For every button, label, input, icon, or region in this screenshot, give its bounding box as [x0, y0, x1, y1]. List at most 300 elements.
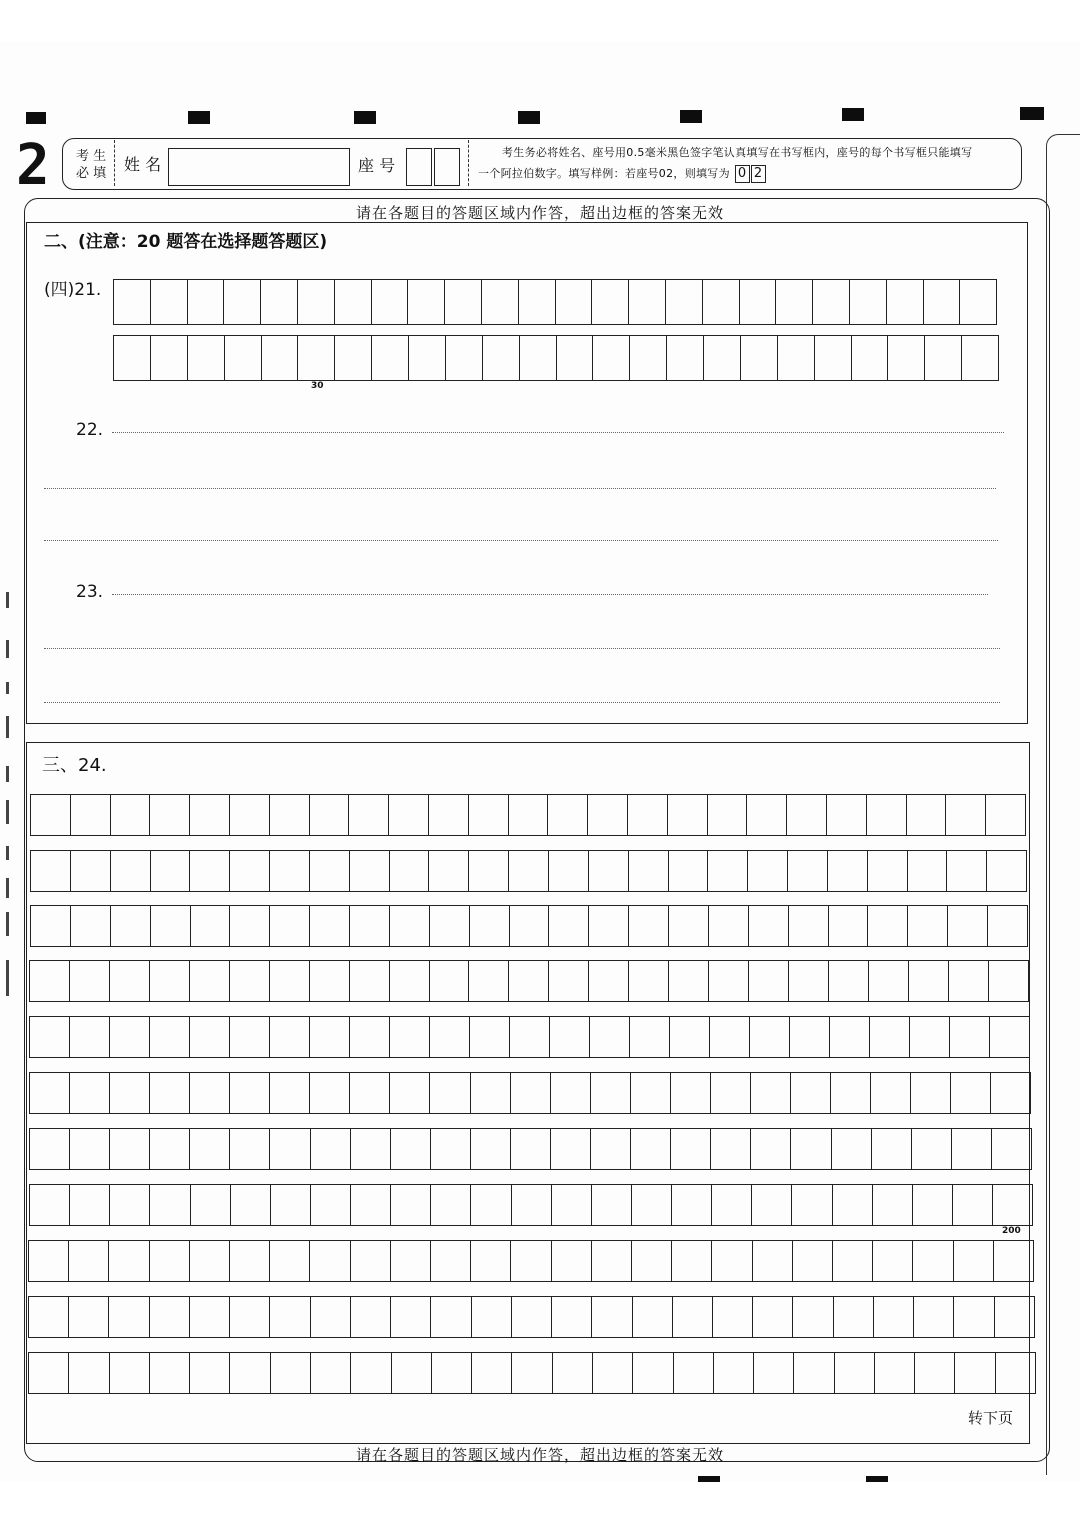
grid-cell[interactable]	[551, 1073, 591, 1113]
essay-grid-row[interactable]	[29, 1184, 1033, 1226]
grid-cell[interactable]	[875, 1353, 915, 1393]
grid-cell[interactable]	[592, 280, 629, 324]
grid-cell[interactable]	[713, 1297, 753, 1337]
grid-cell[interactable]	[519, 280, 556, 324]
grid-cell[interactable]	[150, 961, 190, 1001]
grid-cell[interactable]	[907, 795, 947, 835]
grid-cell[interactable]	[793, 1297, 833, 1337]
grid-cell[interactable]	[832, 1129, 872, 1169]
grid-cell[interactable]	[910, 1017, 950, 1057]
grid-cell[interactable]	[552, 1241, 592, 1281]
grid-cell[interactable]	[270, 851, 310, 891]
grid-cell[interactable]	[947, 851, 987, 891]
grid-cell[interactable]	[350, 1073, 390, 1113]
grid-cell[interactable]	[471, 1185, 511, 1225]
grid-cell[interactable]	[389, 795, 429, 835]
grid-cell[interactable]	[714, 1353, 754, 1393]
grid-cell[interactable]	[952, 1129, 992, 1169]
grid-cell[interactable]	[520, 336, 557, 380]
grid-cell[interactable]	[270, 1073, 310, 1113]
grid-cell[interactable]	[114, 336, 151, 380]
answer-line[interactable]	[112, 594, 988, 595]
grid-cell[interactable]	[261, 280, 298, 324]
grid-cell[interactable]	[908, 906, 948, 946]
grid-cell[interactable]	[111, 795, 151, 835]
grid-cell[interactable]	[954, 1297, 994, 1337]
grid-cell[interactable]	[949, 961, 989, 1001]
grid-cell[interactable]	[310, 1241, 350, 1281]
grid-cell[interactable]	[70, 1017, 110, 1057]
grid-cell[interactable]	[835, 1353, 875, 1393]
answer-line[interactable]	[44, 488, 996, 489]
grid-cell[interactable]	[925, 336, 962, 380]
grid-cell[interactable]	[747, 795, 787, 835]
grid-cell[interactable]	[789, 961, 829, 1001]
grid-cell[interactable]	[311, 1353, 351, 1393]
grid-cell[interactable]	[873, 1241, 913, 1281]
grid-cell[interactable]	[230, 1353, 270, 1393]
grid-cell[interactable]	[868, 851, 908, 891]
grid-cell[interactable]	[912, 1129, 952, 1169]
grid-cell[interactable]	[230, 1241, 270, 1281]
answer-line[interactable]	[44, 648, 1000, 649]
grid-cell[interactable]	[833, 1241, 873, 1281]
grid-cell[interactable]	[349, 795, 389, 835]
grid-cell[interactable]	[668, 795, 708, 835]
grid-cell[interactable]	[31, 851, 71, 891]
grid-cell[interactable]	[951, 1073, 991, 1113]
grid-cell[interactable]	[850, 280, 887, 324]
grid-cell[interactable]	[791, 1129, 831, 1169]
grid-cell[interactable]	[813, 280, 850, 324]
grid-cell[interactable]	[110, 1129, 150, 1169]
essay-grid-row[interactable]	[28, 1296, 1035, 1338]
grid-cell[interactable]	[224, 280, 261, 324]
grid-cell[interactable]	[469, 961, 509, 1001]
grid-cell[interactable]	[888, 336, 925, 380]
grid-cell[interactable]	[704, 336, 741, 380]
grid-cell[interactable]	[988, 906, 1027, 946]
grid-cell[interactable]	[430, 1073, 470, 1113]
grid-cell[interactable]	[790, 1017, 830, 1057]
grid-cell[interactable]	[150, 1353, 190, 1393]
grid-cell[interactable]	[987, 851, 1026, 891]
grid-cell[interactable]	[871, 1073, 911, 1113]
grid-cell[interactable]	[472, 1353, 512, 1393]
grid-cell[interactable]	[873, 1185, 913, 1225]
grid-cell[interactable]	[748, 851, 788, 891]
essay-grid-row[interactable]	[30, 905, 1028, 947]
answer-line[interactable]	[44, 540, 998, 541]
grid-cell[interactable]	[230, 795, 270, 835]
grid-cell[interactable]	[445, 280, 482, 324]
answer-line[interactable]	[44, 702, 1000, 703]
grid-cell[interactable]	[109, 1241, 149, 1281]
grid-cell[interactable]	[593, 1353, 633, 1393]
grid-cell[interactable]	[993, 1185, 1032, 1225]
grid-cell[interactable]	[552, 1185, 592, 1225]
grid-cell[interactable]	[390, 1073, 430, 1113]
grid-cell[interactable]	[270, 795, 310, 835]
grid-cell[interactable]	[409, 336, 446, 380]
grid-cell[interactable]	[391, 1241, 431, 1281]
grid-cell[interactable]	[429, 795, 469, 835]
grid-cell[interactable]	[589, 961, 629, 1001]
grid-cell[interactable]	[751, 1073, 791, 1113]
grid-cell[interactable]	[150, 1017, 190, 1057]
grid-cell[interactable]	[31, 795, 71, 835]
grid-cell[interactable]	[114, 280, 151, 324]
grid-cell[interactable]	[230, 961, 270, 1001]
grid-cell[interactable]	[946, 795, 986, 835]
grid-cell[interactable]	[150, 1185, 190, 1225]
grid-cell[interactable]	[703, 280, 740, 324]
grid-cell[interactable]	[270, 1017, 310, 1057]
grid-cell[interactable]	[271, 1353, 311, 1393]
grid-cell[interactable]	[590, 1017, 630, 1057]
grid-cell[interactable]	[71, 795, 111, 835]
grid-cell[interactable]	[432, 1353, 472, 1393]
grid-cell[interactable]	[674, 1353, 714, 1393]
grid-cell[interactable]	[190, 1353, 230, 1393]
grid-cell[interactable]	[509, 961, 549, 1001]
grid-cell[interactable]	[669, 851, 709, 891]
grid-cell[interactable]	[190, 1017, 230, 1057]
grid-cell[interactable]	[30, 1129, 70, 1169]
grid-cell[interactable]	[390, 851, 430, 891]
grid-cell[interactable]	[831, 1073, 871, 1113]
grid-cell[interactable]	[150, 1241, 190, 1281]
grid-cell[interactable]	[470, 906, 510, 946]
grid-cell[interactable]	[672, 1185, 712, 1225]
grid-cell[interactable]	[190, 795, 230, 835]
grid-cell[interactable]	[548, 795, 588, 835]
grid-cell[interactable]	[391, 1297, 431, 1337]
grid-cell[interactable]	[408, 280, 445, 324]
seat-digit-field-1[interactable]	[406, 148, 432, 186]
grid-cell[interactable]	[908, 851, 948, 891]
grid-cell[interactable]	[225, 336, 262, 380]
grid-cell[interactable]	[150, 1129, 190, 1169]
grid-cell[interactable]	[629, 906, 669, 946]
grid-cell[interactable]	[550, 1017, 590, 1057]
grid-cell[interactable]	[30, 1017, 70, 1057]
grid-cell[interactable]	[310, 851, 350, 891]
grid-cell[interactable]	[188, 336, 225, 380]
grid-cell[interactable]	[472, 1297, 512, 1337]
grid-cell[interactable]	[390, 961, 430, 1001]
grid-cell[interactable]	[71, 851, 111, 891]
grid-cell[interactable]	[948, 906, 988, 946]
grid-cell[interactable]	[392, 1353, 432, 1393]
grid-cell[interactable]	[310, 961, 350, 1001]
grid-cell[interactable]	[510, 1017, 550, 1057]
grid-cell[interactable]	[793, 1241, 833, 1281]
grid-cell[interactable]	[230, 1129, 270, 1169]
grid-cell[interactable]	[633, 1353, 673, 1393]
grid-cell[interactable]	[511, 1129, 551, 1169]
grid-cell[interactable]	[749, 906, 789, 946]
grid-cell[interactable]	[629, 851, 669, 891]
grid-cell[interactable]	[230, 851, 270, 891]
grid-cell[interactable]	[430, 1017, 470, 1057]
seat-digit-field-2[interactable]	[434, 148, 460, 186]
essay-grid-row[interactable]	[28, 1352, 1036, 1394]
grid-cell[interactable]	[749, 961, 789, 1001]
grid-cell[interactable]	[750, 1017, 790, 1057]
grid-cell[interactable]	[30, 1185, 70, 1225]
grid-cell[interactable]	[829, 961, 869, 1001]
grid-cell[interactable]	[788, 851, 828, 891]
grid-cell[interactable]	[962, 336, 998, 380]
grid-cell[interactable]	[230, 1297, 270, 1337]
grid-cell[interactable]	[914, 1297, 954, 1337]
grid-cell[interactable]	[549, 961, 589, 1001]
grid-cell[interactable]	[960, 280, 996, 324]
grid-cell[interactable]	[191, 1185, 231, 1225]
grid-cell[interactable]	[752, 1185, 792, 1225]
grid-cell[interactable]	[628, 795, 668, 835]
grid-cell[interactable]	[470, 1017, 510, 1057]
grid-cell[interactable]	[431, 1297, 471, 1337]
essay-grid-row[interactable]	[29, 960, 1029, 1002]
essay-grid-row[interactable]	[30, 794, 1026, 836]
grid-cell[interactable]	[150, 1297, 190, 1337]
grid-cell[interactable]	[753, 1297, 793, 1337]
grid-cell[interactable]	[351, 1185, 391, 1225]
grid-cell[interactable]	[188, 280, 225, 324]
grid-cell[interactable]	[994, 1241, 1033, 1281]
grid-cell[interactable]	[471, 1241, 511, 1281]
grid-cell[interactable]	[191, 906, 231, 946]
grid-cell[interactable]	[151, 280, 188, 324]
grid-cell[interactable]	[482, 280, 519, 324]
grid-cell[interactable]	[29, 1353, 69, 1393]
grid-cell[interactable]	[589, 906, 629, 946]
grid-cell[interactable]	[110, 1073, 150, 1113]
grid-cell[interactable]	[991, 1073, 1030, 1113]
grid-cell[interactable]	[588, 795, 628, 835]
grid-cell[interactable]	[335, 336, 372, 380]
grid-cell[interactable]	[852, 336, 889, 380]
grid-cell[interactable]	[549, 851, 589, 891]
grid-cell[interactable]	[351, 1241, 391, 1281]
grid-cell[interactable]	[429, 851, 469, 891]
grid-cell[interactable]	[372, 280, 409, 324]
essay-grid-row[interactable]	[28, 1240, 1034, 1282]
grid-cell[interactable]	[591, 1129, 631, 1169]
grid-cell[interactable]	[630, 336, 667, 380]
grid-cell[interactable]	[953, 1185, 993, 1225]
grid-cell[interactable]	[778, 336, 815, 380]
grid-cell[interactable]	[270, 1129, 310, 1169]
grid-cell[interactable]	[70, 961, 110, 1001]
grid-cell[interactable]	[868, 906, 908, 946]
grid-cell[interactable]	[673, 1297, 713, 1337]
grid-cell[interactable]	[391, 1129, 431, 1169]
grid-cell[interactable]	[150, 1073, 190, 1113]
grid-cell[interactable]	[827, 795, 867, 835]
grid-cell[interactable]	[510, 906, 550, 946]
grid-cell[interactable]	[512, 1353, 552, 1393]
grid-cell[interactable]	[190, 1297, 230, 1337]
grid-cell[interactable]	[512, 1297, 552, 1337]
grid-cell[interactable]	[311, 1185, 351, 1225]
grid-cell[interactable]	[776, 280, 813, 324]
grid-cell[interactable]	[874, 1297, 914, 1337]
grid-cell[interactable]	[390, 906, 430, 946]
grid-cell[interactable]	[71, 906, 111, 946]
grid-cell[interactable]	[989, 961, 1028, 1001]
grid-cell[interactable]	[483, 336, 520, 380]
grid-cell[interactable]	[671, 1073, 711, 1113]
grid-cell[interactable]	[711, 1073, 751, 1113]
grid-cell[interactable]	[310, 906, 350, 946]
grid-cell[interactable]	[753, 1241, 793, 1281]
grid-cell[interactable]	[671, 1129, 711, 1169]
answer-line[interactable]	[112, 432, 1004, 433]
grid-cell[interactable]	[509, 851, 549, 891]
grid-cell[interactable]	[30, 1073, 70, 1113]
grid-cell[interactable]	[431, 1241, 471, 1281]
grid-cell[interactable]	[557, 336, 594, 380]
grid-cell[interactable]	[29, 1241, 69, 1281]
grid-cell[interactable]	[110, 1353, 150, 1393]
essay-grid-row[interactable]	[29, 1072, 1031, 1114]
grid-cell[interactable]	[794, 1353, 834, 1393]
grid-cell[interactable]	[351, 1297, 391, 1337]
grid-cell[interactable]	[469, 851, 509, 891]
grid-cell[interactable]	[629, 961, 669, 1001]
grid-cell[interactable]	[667, 336, 704, 380]
grid-cell[interactable]	[869, 961, 909, 1001]
grid-cell[interactable]	[669, 906, 709, 946]
grid-cell[interactable]	[986, 795, 1025, 835]
grid-cell[interactable]	[867, 795, 907, 835]
grid-cell[interactable]	[828, 851, 868, 891]
grid-cell[interactable]	[549, 906, 589, 946]
grid-cell[interactable]	[995, 1297, 1034, 1337]
grid-cell[interactable]	[887, 280, 924, 324]
grid-cell[interactable]	[151, 906, 191, 946]
grid-cell[interactable]	[350, 851, 390, 891]
grid-cell[interactable]	[298, 280, 335, 324]
grid-cell[interactable]	[833, 1185, 873, 1225]
grid-cell[interactable]	[335, 280, 372, 324]
grid-cell[interactable]	[109, 1297, 149, 1337]
grid-cell[interactable]	[469, 795, 509, 835]
grid-cell[interactable]	[270, 961, 310, 1001]
grid-cell[interactable]	[556, 280, 593, 324]
grid-cell[interactable]	[551, 1129, 591, 1169]
grid-cell[interactable]	[592, 1241, 632, 1281]
grid-cell[interactable]	[512, 1185, 552, 1225]
grid-cell[interactable]	[633, 1297, 673, 1337]
grid-cell[interactable]	[311, 1129, 351, 1169]
grid-cell[interactable]	[31, 906, 71, 946]
grid-cell[interactable]	[190, 961, 230, 1001]
grid-cell[interactable]	[509, 795, 549, 835]
grid-cell[interactable]	[70, 1185, 110, 1225]
grid-cell[interactable]	[471, 1129, 511, 1169]
grid-cell[interactable]	[552, 1297, 592, 1337]
grid-cell[interactable]	[666, 280, 703, 324]
grid-cell[interactable]	[231, 1185, 271, 1225]
grid-cell[interactable]	[310, 1073, 350, 1113]
grid-cell[interactable]	[69, 1297, 109, 1337]
grid-cell[interactable]	[110, 961, 150, 1001]
grid-cell[interactable]	[150, 795, 190, 835]
grid-cell[interactable]	[834, 1297, 874, 1337]
grid-cell[interactable]	[372, 336, 409, 380]
grid-cell[interactable]	[430, 906, 470, 946]
grid-cell[interactable]	[230, 1073, 270, 1113]
grid-cell[interactable]	[350, 1017, 390, 1057]
grid-cell[interactable]	[151, 851, 191, 891]
grid-cell[interactable]	[815, 336, 852, 380]
grid-cell[interactable]	[591, 1073, 631, 1113]
grid-cell[interactable]	[872, 1129, 912, 1169]
grid-cell[interactable]	[913, 1241, 953, 1281]
grid-cell[interactable]	[709, 906, 749, 946]
grid-cell[interactable]	[446, 336, 483, 380]
grid-cell[interactable]	[310, 795, 350, 835]
question-21-grid-row[interactable]	[113, 335, 999, 381]
grid-cell[interactable]	[791, 1073, 831, 1113]
grid-cell[interactable]	[954, 1241, 994, 1281]
grid-cell[interactable]	[431, 1129, 471, 1169]
grid-cell[interactable]	[754, 1353, 794, 1393]
grid-cell[interactable]	[270, 1241, 310, 1281]
grid-cell[interactable]	[190, 851, 230, 891]
grid-cell[interactable]	[270, 1297, 310, 1337]
grid-cell[interactable]	[270, 906, 310, 946]
grid-cell[interactable]	[708, 795, 748, 835]
grid-cell[interactable]	[511, 1073, 551, 1113]
grid-cell[interactable]	[298, 336, 335, 380]
grid-cell[interactable]	[632, 1241, 672, 1281]
grid-cell[interactable]	[670, 1017, 710, 1057]
grid-cell[interactable]	[787, 795, 827, 835]
essay-grid-row[interactable]	[29, 1128, 1032, 1170]
grid-cell[interactable]	[190, 1073, 230, 1113]
name-field[interactable]	[168, 148, 350, 186]
grid-cell[interactable]	[751, 1129, 791, 1169]
grid-cell[interactable]	[990, 1017, 1029, 1057]
grid-cell[interactable]	[870, 1017, 910, 1057]
grid-cell[interactable]	[592, 1297, 632, 1337]
grid-cell[interactable]	[711, 1129, 751, 1169]
grid-cell[interactable]	[110, 1017, 150, 1057]
grid-cell[interactable]	[271, 1185, 311, 1225]
grid-cell[interactable]	[230, 1017, 270, 1057]
grid-cell[interactable]	[592, 1185, 632, 1225]
grid-cell[interactable]	[69, 1241, 109, 1281]
grid-cell[interactable]	[792, 1185, 832, 1225]
grid-cell[interactable]	[390, 1017, 430, 1057]
grid-cell[interactable]	[740, 280, 777, 324]
grid-cell[interactable]	[589, 851, 629, 891]
question-21-grid-row[interactable]	[113, 279, 997, 325]
grid-cell[interactable]	[669, 961, 709, 1001]
grid-cell[interactable]	[629, 280, 666, 324]
grid-cell[interactable]	[29, 1297, 69, 1337]
grid-cell[interactable]	[708, 851, 748, 891]
grid-cell[interactable]	[471, 1073, 511, 1113]
essay-grid-row[interactable]	[30, 850, 1027, 892]
grid-cell[interactable]	[712, 1241, 752, 1281]
grid-cell[interactable]	[111, 906, 151, 946]
